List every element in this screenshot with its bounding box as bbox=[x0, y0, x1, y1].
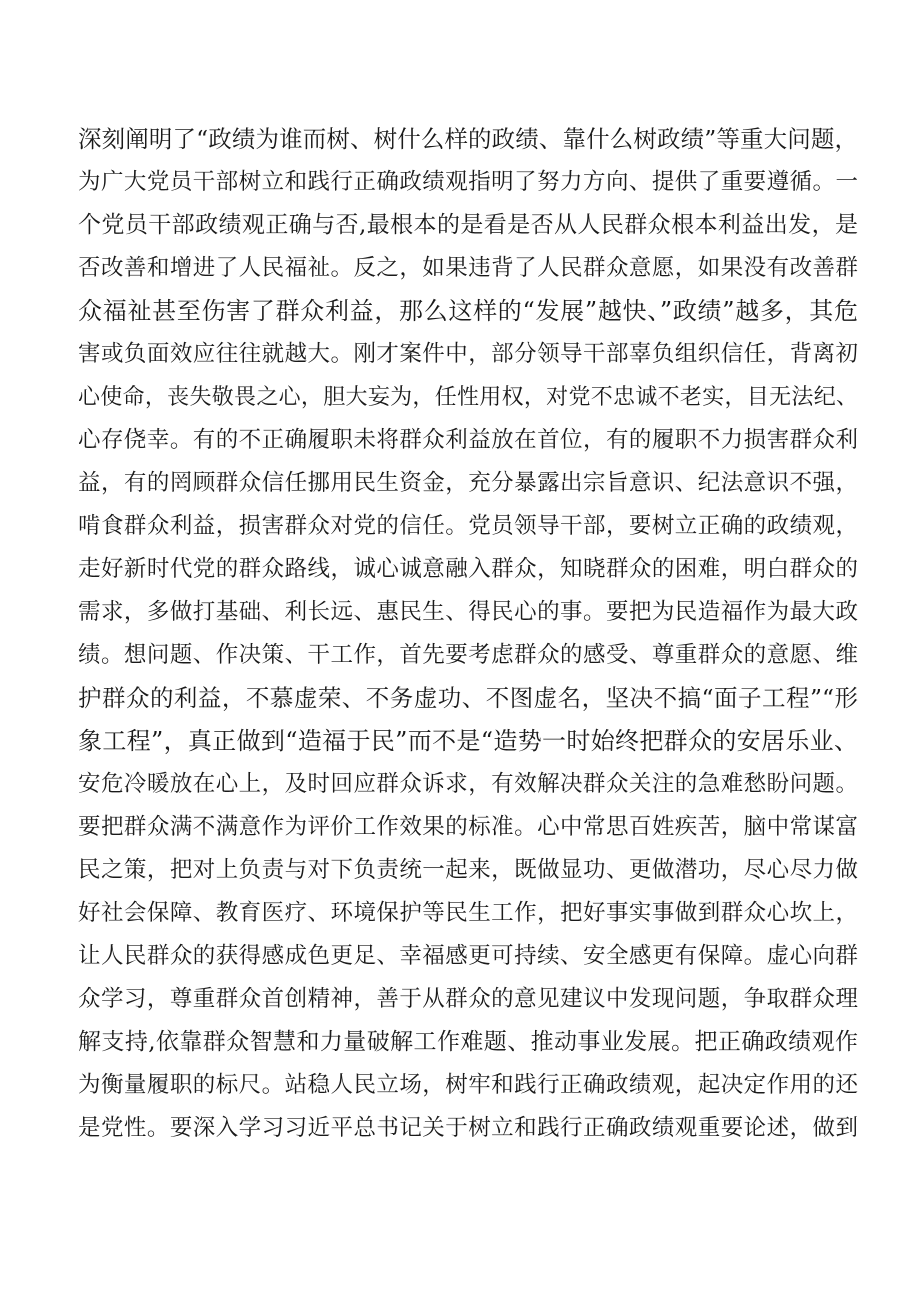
text-line: 深刻阐明了“政绩为谁而树、树什么样的政绩、靠什么树政绩”等重大问题， bbox=[78, 125, 858, 153]
text-line: 要把群众满不满意作为评价工作效果的标准。心中常思百姓疾苦，脑中常谋富 bbox=[78, 814, 858, 840]
text-line: 益，有的罔顾群众信任挪用民生资金，充分暴露出宗旨意识、纪法意识不强， bbox=[78, 470, 858, 496]
text-line: 为衡量履职的标尺。站稳人民立场，树牢和践行正确政绩观，起决定作用的还 bbox=[78, 1072, 858, 1098]
text-line: 护群众的利益，不慕虚荣、不务虚功、不图虚名，坚决不搞“面子工程”“形 bbox=[78, 684, 858, 712]
text-line: 心使命，丧失敬畏之心，胆大妄为，任性用权，对党不忠诚不老实，目无法纪、 bbox=[78, 385, 858, 410]
text-line: 众福祉甚至伤害了群众利益，那么这样的“发展”越快、”政绩”越多，其危 bbox=[78, 297, 858, 325]
text-line: 民之策，把对上负责与对下负责统一起来，既做显功、更做潜功，尽心尽力做 bbox=[78, 857, 858, 883]
text-line: 绩。想问题、作决策、干工作，首先要考虑群众的感受、尊重群众的意愿、维 bbox=[78, 642, 858, 668]
text-line: 需求，多做打基础、利长远、惠民生、得民心的事。要把为民造福作为最大政 bbox=[78, 599, 858, 625]
text-line: 众学习，尊重群众首创精神，善于从群众的意见建议中发现问题，争取群众理 bbox=[78, 986, 858, 1012]
text-line: 安危冷暖放在心上，及时回应群众诉求，有效解决群众关注的急难愁盼问题。 bbox=[78, 771, 858, 797]
text-line: 是党性。要深入学习习近平总书记关于树立和践行正确政绩观重要论述，做到 bbox=[78, 1115, 858, 1141]
text-line: 好社会保障、教育医疗、环境保护等民生工作，把好事实事做到群众心坎上， bbox=[78, 900, 858, 926]
text-line: 为广大党员干部树立和践行正确政绩观指明了努力方向、提供了重要遵循。一 bbox=[78, 169, 858, 195]
text-line: 害或负面效应往往就越大。刚才案件中，部分领导干部辜负组织信任，背离初 bbox=[78, 341, 858, 367]
text-line: 走好新时代党的群众路线，诚心诚意融入群众，知晓群众的困难，明白群众的 bbox=[78, 556, 858, 582]
body-paragraph bbox=[78, 118, 858, 1150]
text-line: 个党员干部政绩观正确与否,最根本的是看是否从人民群众根本利益出发，是 bbox=[78, 212, 858, 238]
text-line: 啃食群众利益，损害群众对党的信任。党员领导干部，要树立正确的政绩观， bbox=[78, 513, 858, 539]
text-line: 让人民群众的获得感成色更足、幸福感更可持续、安全感更有保障。虚心向群 bbox=[78, 943, 858, 969]
text-line: 心存侥幸。有的不正确履职未将群众利益放在首位，有的履职不力损害群众利 bbox=[78, 427, 858, 453]
text-line: 象工程”，真正做到“造福于民”而不是“造势一时始终把群众的安居乐业、 bbox=[78, 727, 858, 755]
text-line: 解支持,依靠群众智慧和力量破解工作难题、推动事业发展。把正确政绩观作 bbox=[78, 1029, 858, 1055]
text-line: 否改善和增进了人民福祉。反之，如果违背了人民群众意愿，如果没有改善群 bbox=[78, 255, 858, 281]
